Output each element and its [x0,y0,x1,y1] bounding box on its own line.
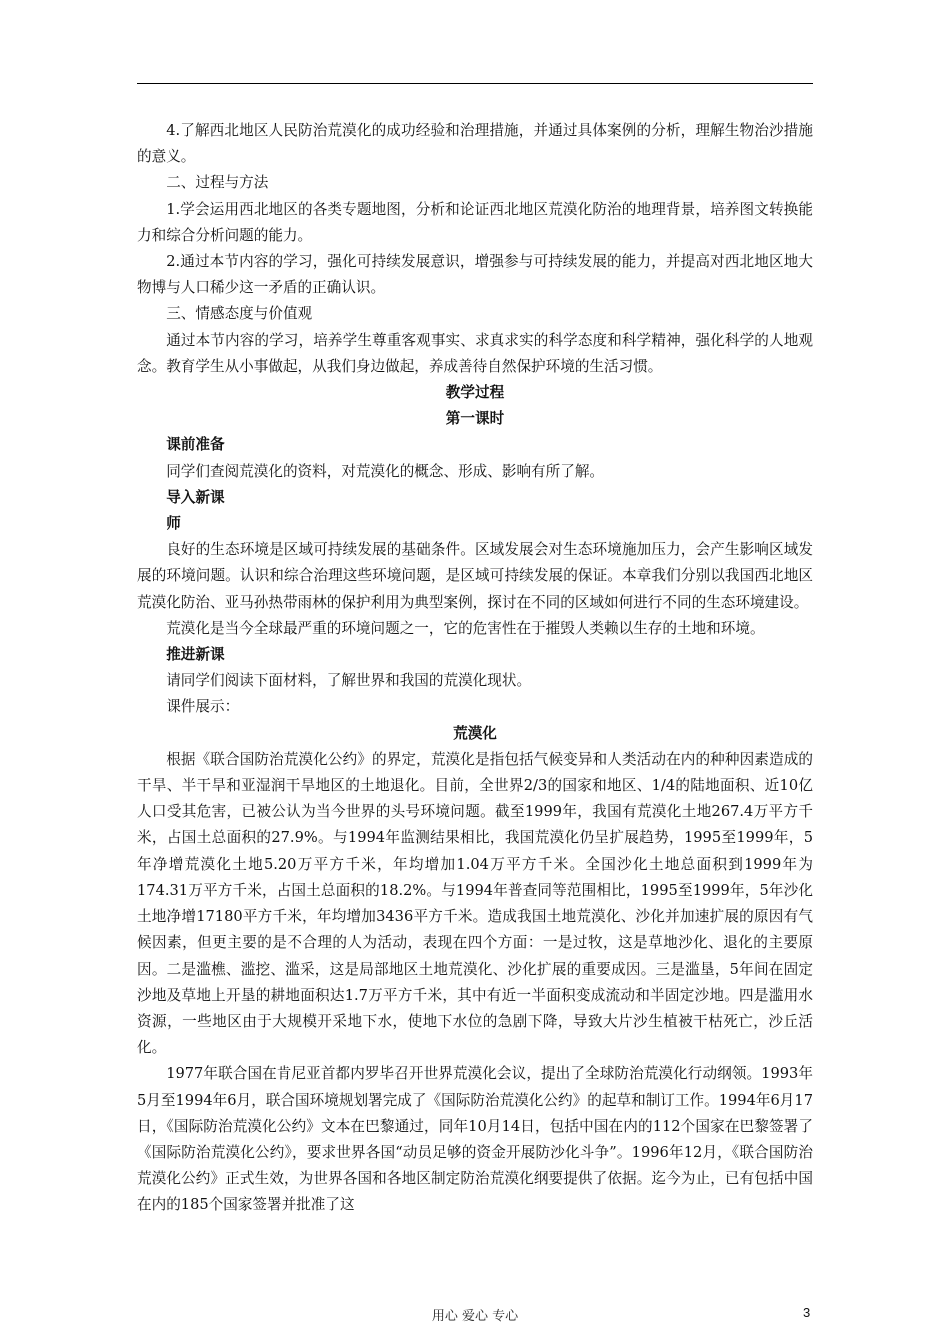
paragraph: 荒漠化是当今全球最严重的环境问题之一，它的危害性在于摧毁人类赖以生存的土地和环境。 [166,619,765,637]
page-number: 3 [803,1305,811,1320]
paragraph: 1.学会运用西北地区的各类专题地图，分析和论证西北地区荒漠化防治的地理背景，培养图文转换能力和综合分析问题的能力。 [137,200,813,244]
bold-heading: 推进新课 [166,646,225,664]
paragraph: 根据《联合国防治荒漠化公约》的界定，荒漠化是指包括气候变异和人类活动在内的种种因素造成的干旱、半干旱和亚湿润干旱地区的土地退化。目前，全世界2/3的国家和地区、1/4的陆地面积、近10亿人口受其危害，已被公认为当今世界的头号环境问题。截至1999年，我国有荒漠化土地267.4万平方千米，占国土总面积的27.9%。与1994年监测结果相比，我国荒漠化仍呈扩展趋势，1995至1999年，5年净增荒漠化土地5.20万平方千米，年均增加1.04万平方千米。全国沙化土地总面积到1999年为174.31万平方千米，占国土总面积的18.2%。与1994年普查同等范围相比，1995至1999年，5年沙化土地净增17180平方千米，年均增加3436平方千米。造成我国土地荒漠化、沙化并加速扩展的原因有气候因素，但更主要的是不合理的人为活动，表现在四个方面：一是过牧，这是草地沙化、退化的主要原因。二是滥樵、滥挖、滥采，这是局部地区土地荒漠化、沙化扩展的重要成因。三是滥垦，5年间在固定沙地及草地上开垦的耕地面积达1.7万平方千米，其中有近一半面积变成流动和半固定沙地。四是滥用水资源，一些地区由于大规模开采地下水，使地下水位的急剧下降，导致大片沙生植被干枯死亡，沙丘活化。 [137,750,813,1057]
bold-heading: 导入新课 [166,488,225,506]
paragraph: 通过本节内容的学习，培养学生尊重客观事实、求真求实的科学态度和科学精神，强化科学的人地观念。教育学生从小事做起，从我们身边做起，养成善待自然保护环境的生活习惯。 [137,331,813,375]
section-heading: 三、情感态度与价值观 [166,305,313,323]
paragraph: 4.了解西北地区人民防治荒漠化的成功经验和治理措施，并通过具体案例的分析，理解生物治沙措施的意义。 [137,122,813,166]
paragraph: 良好的生态环境是区域可持续发展的基础条件。区域发展会对生态环境施加压力，会产生影响区域发展的环境问题。认识和综合治理这些环境问题，是区域可持续发展的保证。本章我们分别以我国西北地区荒漠化防治、亚马孙热带雨林的保护利用为典型案例，探讨在不同的区域如何进行不同的生态环境建设。 [137,541,813,611]
paragraph: 1977年联合国在肯尼亚首都内罗毕召开世界荒漠化会议，提出了全球防治荒漠化行动纲领。1993年5月至1994年6月，联合国环境规划署完成了《国际防治荒漠化公约》的起草和制订工作。1994年6月17日，《国际防治荒漠化公约》文本在巴黎通过，同年10月14日，包括中国在内的112个国家在巴黎签署了《国际防治荒漠化公约》，要求世界各国“动员足够的资金开展防沙化斗争”。1996年12月，《联合国防治荒漠化公约》正式生效，为世界各国和各地区制定防治荒漠化纲要提供了依据。迄今为止，已有包括中国在内的185个国家签署并批准了这 [137,1065,813,1214]
centered-title: 教学过程 [445,384,505,402]
header-rule [137,83,813,84]
document-body [137,118,813,1219]
paragraph: 2.通过本节内容的学习，强化可持续发展意识，增强参与可持续发展的能力，并提高对西北地区地大物博与人口稀少这一矛盾的正确认识。 [137,253,813,297]
paragraph: 同学们查阅荒漠化的资料，对荒漠化的概念、形成、影响有所了解。 [166,462,605,480]
paragraph: 请同学们阅读下面材料，了解世界和我国的荒漠化现状。 [166,672,532,690]
bold-heading: 课前准备 [166,436,225,454]
section-heading: 二、过程与方法 [166,174,269,192]
page-footer: 用心 爱心 专心 [431,1309,519,1324]
paragraph: 课件展示： [166,698,240,716]
centered-title: 荒漠化 [453,724,497,742]
centered-title: 第一课时 [445,410,505,428]
bold-heading: 师 [166,515,181,533]
